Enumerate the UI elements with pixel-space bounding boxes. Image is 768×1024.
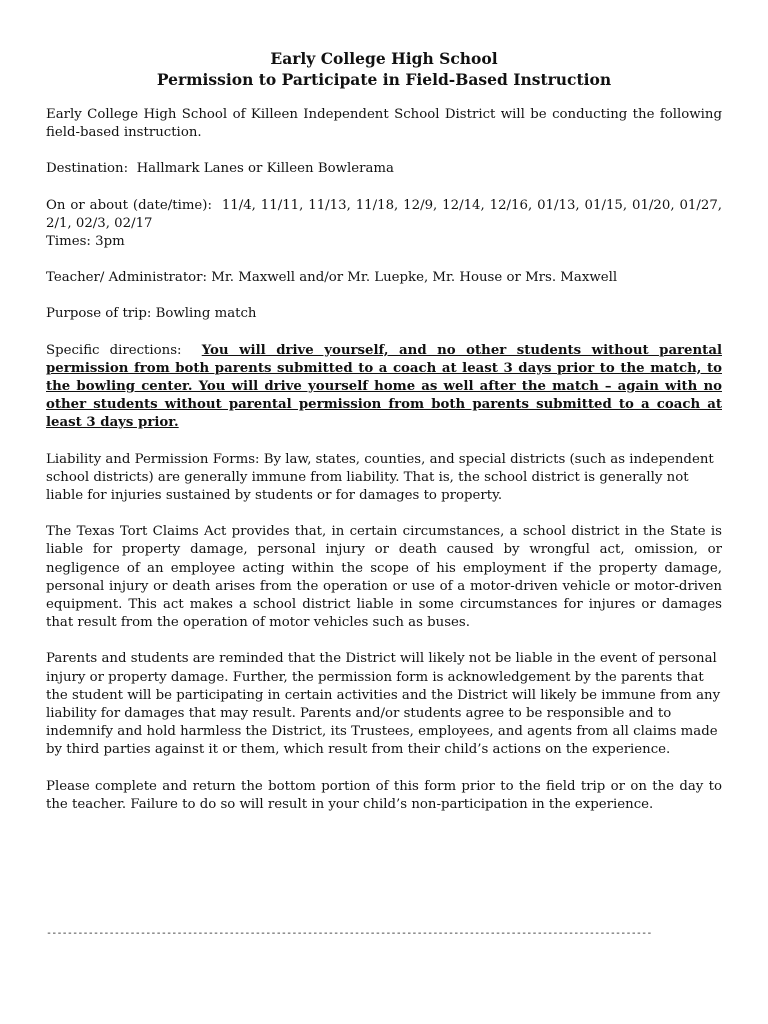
dates-label: On or about (date/time): xyxy=(46,197,212,213)
tort-claims-paragraph: The Texas Tort Claims Act provides that, in certain circumstances, a school district in the State is liable for property damage, personal injury or death caused by wrongful act, omission, or negligence of an employee acting within the scope of his employment if the property damage, personal injury or death arises from the operation or use of a motor-driven vehicle or motor-driven equipment. This act makes a school district liable in some circumstances for injures or damages that result from the operation of motor vehicles such as buses. xyxy=(46,524,722,631)
teacher-label: Teacher/ Administrator: xyxy=(46,270,208,286)
destination-value: Hallmark Lanes or Killeen Bowlerama xyxy=(136,161,394,177)
dates-block xyxy=(46,197,722,252)
form-title: Permission to Participate in Field-Based Instruction xyxy=(156,70,612,89)
purpose-line xyxy=(46,305,722,323)
tear-off-divider: -------------------------------------------------------------------------------------------------------------------- xyxy=(46,928,652,939)
directions-text: You will drive yourself, and no other students without parental permission from both parents submitted to a coach at least 3 days prior to the match, to the bowling center. You will drive yourself home as well after the match – again with no other students without parental permission from both parents submitted to a coach at least 3 days prior. xyxy=(46,342,722,431)
directions-label: Specific directions: xyxy=(46,342,182,358)
form-body xyxy=(46,106,722,814)
destination-line xyxy=(46,160,722,178)
permission-form xyxy=(46,48,722,832)
purpose-value: Bowling match xyxy=(155,306,257,322)
return-instructions-paragraph: Please complete and return the bottom portion of this form prior to the field trip or on the day to the teacher. Failure to do so will result in your child’s non-participation in the experience. xyxy=(46,778,722,812)
dates-value: 11/4, 11/11, 11/13, 11/18, 12/9, 12/14, 12/16, 01/13, 01/15, 01/20, 01/27, 2/1, 02/3, 02/17 xyxy=(46,197,723,231)
liability-paragraph: Liability and Permission Forms: By law, states, counties, and special districts (such as independent school districts) are generally immune from liability. That is, the school district is generally not liable for injuries sustained by students or for damages to property. xyxy=(46,451,714,504)
purpose-label: Purpose of trip: xyxy=(46,306,152,322)
times-line: Times: 3pm xyxy=(46,234,125,250)
reminder-paragraph: Parents and students are reminded that the District will likely not be liable in the event of personal injury or property damage. Further, the permission form is acknowledgement by the parents that the student will be participating in certain activities and the District will likely be immune from any liability for damages that may result. Parents and/or students agree to be responsible and to indemnify and hold harmless the District, its Trustees, employees, and agents from all claims made by third parties against it or them, which result from their child’s actions on the experience. xyxy=(46,651,721,758)
teacher-line xyxy=(46,269,722,287)
intro-paragraph: Early College High School of Killeen Independent School District will be conducting the following field-based instruction. xyxy=(46,107,722,141)
directions-block xyxy=(46,342,722,433)
destination-label: Destination: xyxy=(46,161,129,177)
teacher-value: Mr. Maxwell and/or Mr. Luepke, Mr. House or Mrs. Maxwell xyxy=(211,270,618,286)
school-name: Early College High School xyxy=(270,49,498,68)
